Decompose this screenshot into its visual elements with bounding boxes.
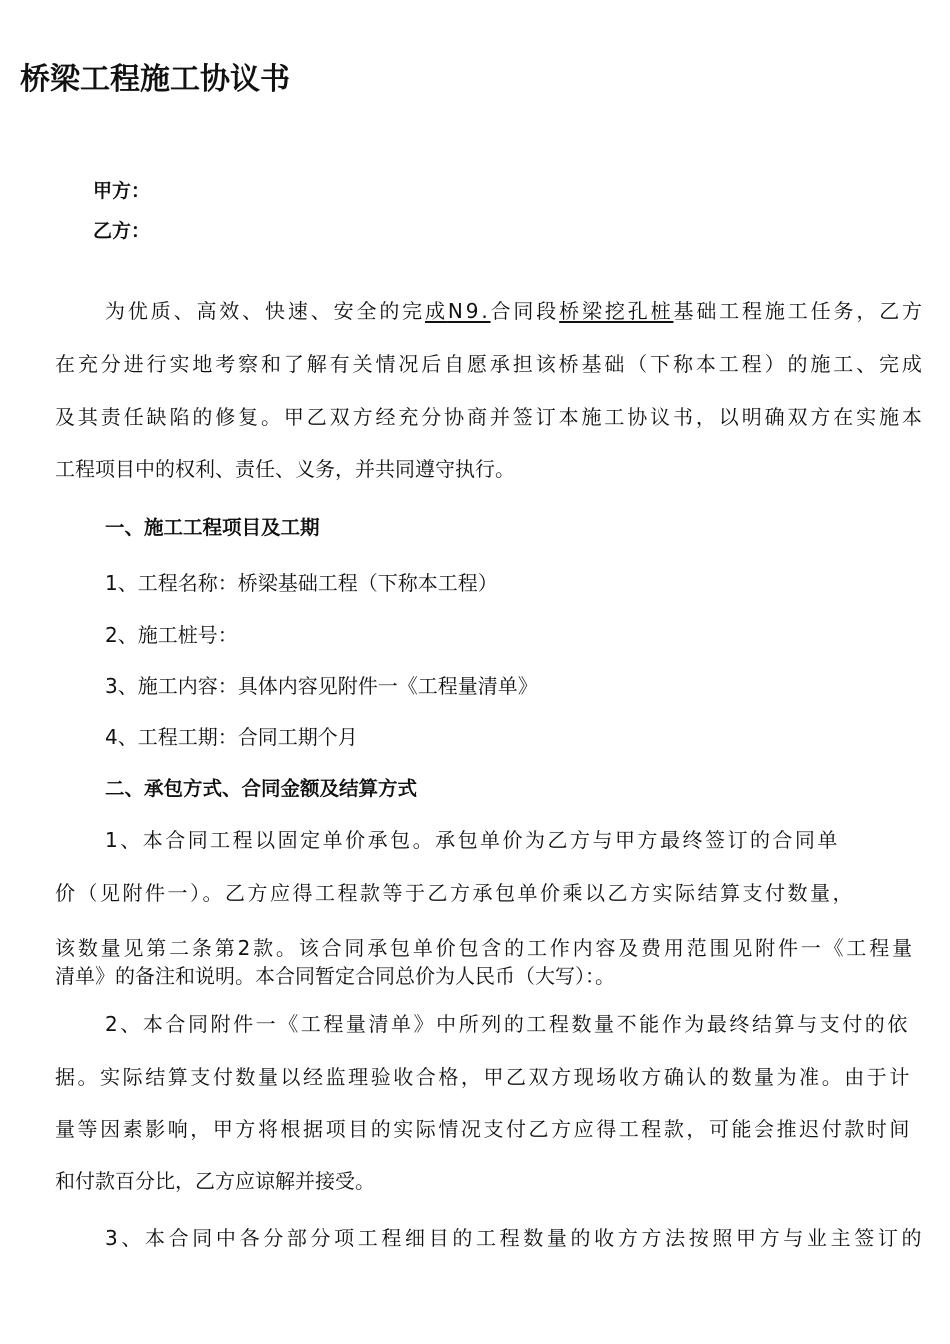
- section-2-para-2-line-2: 据。实际结算支付数量以经监理验收合格，甲乙双方现场收方确认的数量为准。由于计: [55, 1065, 912, 1089]
- section-1-item: [105, 724, 358, 750]
- item-text: 、工程名称：桥梁基础工程（下称本工程）: [117, 571, 498, 595]
- section-2-para-2-line-1: [105, 1011, 910, 1037]
- paragraph-text: 款。该合同承包单价包含的工作内容及费用范围见附件一《工程量: [253, 936, 915, 960]
- intro-text: 基础工程施工任务，乙方: [673, 299, 925, 323]
- section-2-para-1-line-3: [55, 935, 915, 961]
- item-number: 2: [105, 623, 118, 647]
- paragraph-text: 、本合同附件一《工程量清单》中所列的工程数量不能作为最终结算与支付的依: [120, 1012, 910, 1036]
- item-number: 3: [105, 674, 118, 698]
- intro-line-4: 工程项目中的权利、责任、义务，并共同遵守执行。: [55, 457, 515, 481]
- intro-line-3: 及其责任缺陷的修复。甲乙双方经充分协商并签订本施工协议书，以明确双方在实施本: [55, 405, 925, 429]
- project-name-underlined: 桥梁挖孔桩: [559, 299, 674, 323]
- party-b-label: 乙方：: [93, 220, 151, 242]
- party-a-label: 甲方：: [93, 180, 151, 202]
- section-2-heading: 二、承包方式、合同金额及结算方式: [105, 777, 418, 800]
- section-2-para-2-line-4: 和付款百分比，乙方应谅解并接受。: [55, 1169, 375, 1193]
- section-2-para-2-line-3: 量等因素影响，甲方将根据项目的实际情况支付乙方应得工程款，可能会推迟付款时间: [55, 1117, 912, 1141]
- section-1-item: [105, 570, 498, 596]
- section-2-para-1-line-4: 清单》的备注和说明。本合同暂定合同总价为人民币（大写）：。: [55, 964, 615, 988]
- paragraph-number: 1: [105, 828, 121, 852]
- intro-line-2: 在充分进行实地考察和了解有关情况后自愿承担该桥基础（下称本工程）的施工、完成: [55, 352, 925, 376]
- intro-text: 为优质、高效、快速、安全的完: [105, 299, 426, 323]
- paragraph-text: 该数量见第二条第: [55, 936, 238, 960]
- paragraph-text: 、本合同中各分部分项工程细目的工程数量的收方方法按照甲方与业主签订的: [121, 1226, 926, 1250]
- item-text: 、工程工期：合同工期个月: [117, 725, 358, 749]
- section-2-para-1-line-2: 价（见附件一）。乙方应得工程款等于乙方承包单价乘以乙方实际结算支付数量，: [55, 881, 855, 905]
- intro-text: 合同段: [490, 299, 560, 323]
- item-number: 4: [105, 725, 118, 749]
- section-1-heading: 一、施工工程项目及工期: [105, 516, 320, 539]
- item-text: 、施工内容：具体内容见附件一《工程量清单》: [117, 674, 538, 698]
- item-text: 、施工桩号：: [117, 623, 238, 647]
- clause-number: 2: [237, 936, 254, 960]
- intro-underlined-text: 成: [425, 299, 448, 323]
- section-2-para-3-line-1: [105, 1225, 925, 1251]
- section-2-para-1-line-1: [105, 827, 840, 853]
- item-number: 1: [105, 571, 118, 595]
- document-title: 桥梁工程施工协议书: [20, 62, 290, 97]
- paragraph-text: 、本合同工程以固定单价承包。承包单价为乙方与甲方最终签订的合同单: [120, 828, 840, 852]
- contract-section-code: N9.: [447, 299, 491, 323]
- intro-line-1: [105, 298, 925, 324]
- paragraph-number: 2: [105, 1012, 121, 1036]
- paragraph-number: 3: [105, 1226, 122, 1250]
- section-1-item: [105, 622, 238, 648]
- section-1-item: [105, 673, 538, 699]
